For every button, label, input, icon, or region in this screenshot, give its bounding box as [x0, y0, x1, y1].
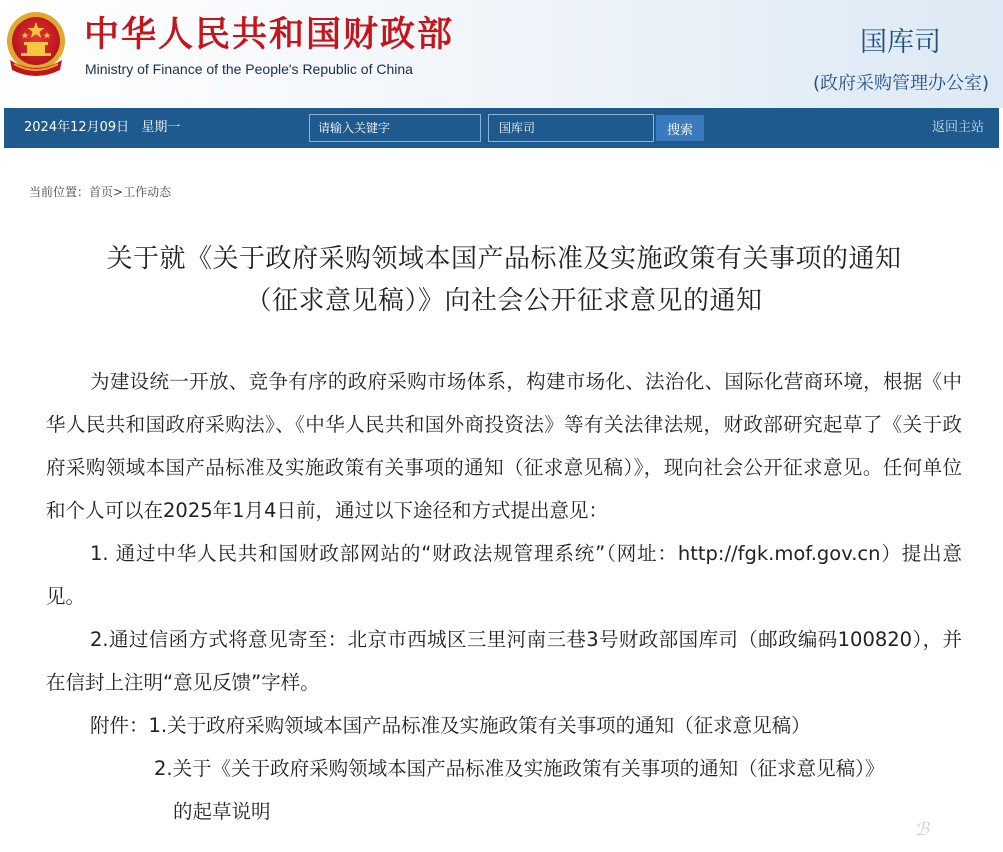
attachment-row-1 — [46, 704, 962, 747]
nav-bar — [4, 108, 999, 148]
attachments-label: 附件： — [90, 714, 149, 737]
search-button[interactable]: 搜索 — [656, 115, 704, 141]
feedback-method-2: 2.通过信函方式将意见寄至：北京市西城区三里河南三巷3号财政部国库司（邮政编码100820），并在信封上注明“意见反馈”字样。 — [46, 628, 962, 694]
return-home-link[interactable]: 返回主站 — [931, 120, 984, 135]
site-title-en: Ministry of Finance of the People's Republic of China — [85, 61, 413, 77]
attachment-1-link[interactable]: 1.关于政府采购领域本国产品标准及实施政策有关事项的通知（征求意见稿） — [148, 714, 811, 737]
search-scope-select[interactable]: 国库司 — [488, 114, 654, 142]
breadcrumb-separator: > — [113, 185, 124, 199]
department-name: 国库司 — [860, 27, 941, 58]
article-paragraph: 为建设统一开放、竞争有序的政府采购市场体系，构建市场化、法治化、国际化营商环境，根据《中华人民共和国政府采购法》、《中华人民共和国外商投资法》等有关法律法规，财政部研究起草了《关于政府采购领域本国产品标准及实施政策有关事项的通知（征求意见稿）》，现向社会公开征求意见。任何单位和个人可以在2025年1月4日前，通过以下途径和方式提出意见： — [46, 370, 962, 522]
feedback-method-1: 1. 通过中华人民共和国财政部网站的“财政法规管理系统”（网址：http://fgk.mof.gov.cn）提出意见。 — [46, 542, 962, 608]
search-input[interactable] — [309, 114, 481, 142]
date-text: 2024年12月09日 — [24, 120, 130, 135]
department-subtitle: (政府采购管理办公室) — [812, 73, 989, 94]
article-title-line1: 关于就《关于政府采购领域本国产品标准及实施政策有关事项的通知 — [106, 244, 902, 274]
current-date — [24, 108, 188, 148]
site-header — [0, 0, 1003, 108]
breadcrumb-home-link[interactable]: 首页 — [89, 185, 114, 199]
breadcrumb — [29, 183, 171, 200]
attachment-2-link[interactable]: 2.关于《关于政府采购领域本国产品标准及实施政策有关事项的通知（征求意见稿）》 — [154, 757, 885, 780]
national-emblem-icon — [4, 8, 68, 82]
breadcrumb-section-link[interactable]: 工作动态 — [123, 185, 172, 199]
attachment-2-continuation[interactable]: 的起草说明 — [173, 800, 271, 823]
breadcrumb-prefix: 当前位置： — [29, 185, 90, 199]
site-title-zh: 中华人民共和国财政部 — [84, 14, 455, 55]
article-title — [30, 238, 978, 322]
article-body — [46, 360, 962, 833]
attachment-row-2 — [46, 747, 962, 790]
article-title-line2: （征求意见稿）》向社会公开征求意见的通知 — [245, 286, 763, 316]
weekday-text: 星期一 — [141, 120, 181, 135]
watermark-icon: ℬ — [914, 819, 929, 840]
